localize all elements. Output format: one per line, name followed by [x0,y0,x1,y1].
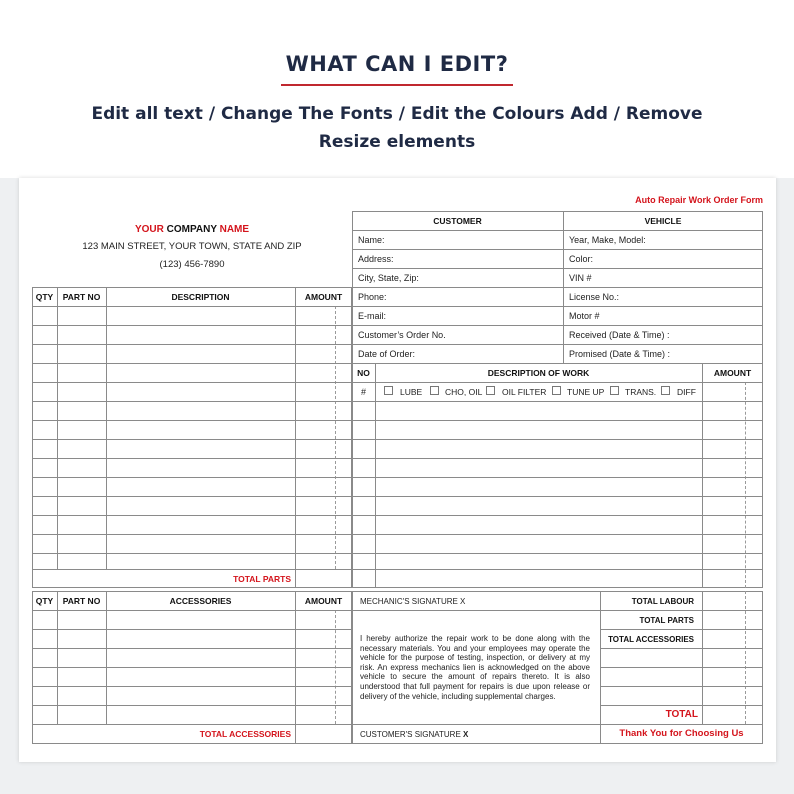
customer-signature-text: CUSTOMER'S SIGNATURE [360,730,461,739]
parts-qty-header: QTY [35,292,54,302]
work-row-line [352,496,763,497]
company-address[interactable]: 123 MAIN STREET, YOUR TOWN, STATE AND ZIP [82,241,302,252]
parts-row-line [32,325,352,326]
title-underline [281,84,513,86]
cv-row-line [352,268,763,269]
total-accessories-label: TOTAL ACCESSORIES [199,729,291,739]
parts-row-line [32,553,352,554]
vehicle-year-make-model-field[interactable]: Year, Make, Model: [569,235,646,245]
parts-description-header: DESCRIPTION [171,292,230,302]
vehicle-vin-field[interactable]: VIN # [569,273,592,283]
work-amount-dash [745,382,746,588]
tune-up-label: TUNE UP [567,387,605,397]
total-parts-summary-label: TOTAL PARTS [639,616,694,625]
parts-row-line [32,306,352,307]
totals-row-line [600,686,763,687]
signature-line [352,610,763,611]
parts-row-line [32,401,352,402]
work-row-line [352,439,763,440]
cho-oil-checkbox[interactable] [430,386,439,395]
work-no-header: NO [357,368,370,378]
customer-header: CUSTOMER [433,216,482,226]
vehicle-header: VEHICLE [644,216,682,226]
parts-amount-header: AMOUNT [304,292,343,302]
work-row-line [352,420,763,421]
work-row-line [352,534,763,535]
company-name[interactable] [32,224,352,235]
company-name-your: YOUR [134,224,164,235]
customer-order-no-field[interactable]: Customer’s Order No. [358,330,446,340]
cv-row-line [352,325,763,326]
work-row-line [352,477,763,478]
work-col-line [702,363,703,588]
acc-row-line [32,667,352,668]
diff-label: DIFF [677,387,696,397]
customer-phone-field[interactable]: Phone: [358,292,387,302]
work-row-line [352,382,763,383]
acc-row-line [32,724,352,725]
vehicle-color-field[interactable]: Color: [569,254,594,264]
customer-address-field[interactable]: Address: [358,254,394,264]
acc-qty-header: QTY [35,596,54,606]
acc-row-line [32,610,352,611]
work-row-line [352,458,763,459]
cv-row-line [352,306,763,307]
total-labour-label: TOTAL LABOUR [631,597,694,606]
parts-col-line [295,287,296,588]
work-col-line [375,363,376,588]
grand-total-label: TOTAL [665,709,698,720]
form-title[interactable]: Auto Repair Work Order Form [635,195,763,205]
totals-row-line [600,648,763,649]
acc-amount-header: AMOUNT [304,596,343,606]
parts-row-line [32,534,352,535]
acc-row-line [32,686,352,687]
received-date-field[interactable]: Received (Date & Time) : [569,330,670,340]
work-row-line [352,401,763,402]
work-hash: # [360,387,366,397]
company-phone[interactable]: (123) 456-7890 [159,259,225,270]
banner [0,0,794,178]
subtitle-line-1: Edit all text / Change The Fonts / Edit the Colours Add / Remove [91,104,703,124]
parts-row-line [32,420,352,421]
customer-email-field[interactable]: E-mail: [358,311,387,321]
oil-filter-label: OIL FILTER [502,387,547,397]
cv-row-line [352,344,763,345]
parts-row-line [32,569,352,570]
oil-filter-checkbox[interactable] [486,386,495,395]
company-name-company: COMPANY [163,224,220,235]
customer-city-field[interactable]: City, State, Zip: [358,273,419,283]
totals-row-line [600,629,763,630]
total-parts-label: TOTAL PARTS [233,574,291,584]
page-title: WHAT CAN I EDIT? [285,52,509,76]
parts-amount-dash [335,306,336,569]
parts-row-line [32,439,352,440]
parts-row-line [32,382,352,383]
acc-row-line [32,629,352,630]
work-amount-header: AMOUNT [713,368,752,378]
parts-row-line [32,458,352,459]
authorization-text: I hereby authorize the repair work to be done along with the necessary materials. You and your employees may operate the vehicle for the purpose of testing, inspection, or delivery at my risk. An express mechanics lien is acknowledged on the above vehicle to secure the amount of repairs thereto. It is also understood that full payment for repairs is due upon release or delivery of the vehicle, including supplemental charges. [360,634,590,701]
cv-row-line [352,230,763,231]
trans-label: TRANS. [625,387,657,397]
cv-row-line [352,287,763,288]
customer-signature-x: X [463,730,469,739]
mechanic-signature-label[interactable]: MECHANIC'S SIGNATURE X [360,597,466,606]
subtitle-line-2: Resize elements [318,132,476,152]
parts-table [32,287,352,588]
diff-checkbox[interactable] [661,386,670,395]
vehicle-motor-field[interactable]: Motor # [569,311,600,321]
customer-name-field[interactable]: Name: [358,235,385,245]
acc-row-line [32,705,352,706]
lube-label: LUBE [400,387,423,397]
vehicle-license-field[interactable]: License No.: [569,292,620,302]
tune-up-checkbox[interactable] [552,386,561,395]
parts-row-line [32,363,352,364]
parts-col-line [106,287,107,569]
customer-signature-label[interactable] [360,729,468,740]
parts-partno-header: PART NO [62,292,101,302]
trans-checkbox[interactable] [610,386,619,395]
cv-row-line [352,249,763,250]
customer-sig-line [352,724,763,725]
cho-oil-label: CHO, OIL [445,387,483,397]
work-order-sheet [19,178,776,762]
parts-row-line [32,477,352,478]
work-row-line [352,515,763,516]
totals-row-line [600,667,763,668]
acc-row-line [32,648,352,649]
parts-row-line [32,344,352,345]
parts-row-line [32,496,352,497]
parts-row-line [32,515,352,516]
work-row-line [352,553,763,554]
date-of-order-field[interactable]: Date of Order: [358,349,416,359]
work-description-header: DESCRIPTION OF WORK [487,368,590,378]
thank-you-text[interactable]: Thank You for Choosing Us [619,728,744,739]
acc-accessories-header: ACCESSORIES [169,596,232,606]
company-name-name: NAME [219,224,250,235]
totals-row-line [600,705,763,706]
lube-checkbox[interactable] [384,386,393,395]
acc-partno-header: PART NO [62,596,101,606]
work-row-line [352,569,763,570]
total-accessories-summary-label: TOTAL ACCESSORIES [608,635,694,644]
promised-date-field[interactable]: Promised (Date & Time) : [569,349,671,359]
parts-col-line [57,287,58,569]
